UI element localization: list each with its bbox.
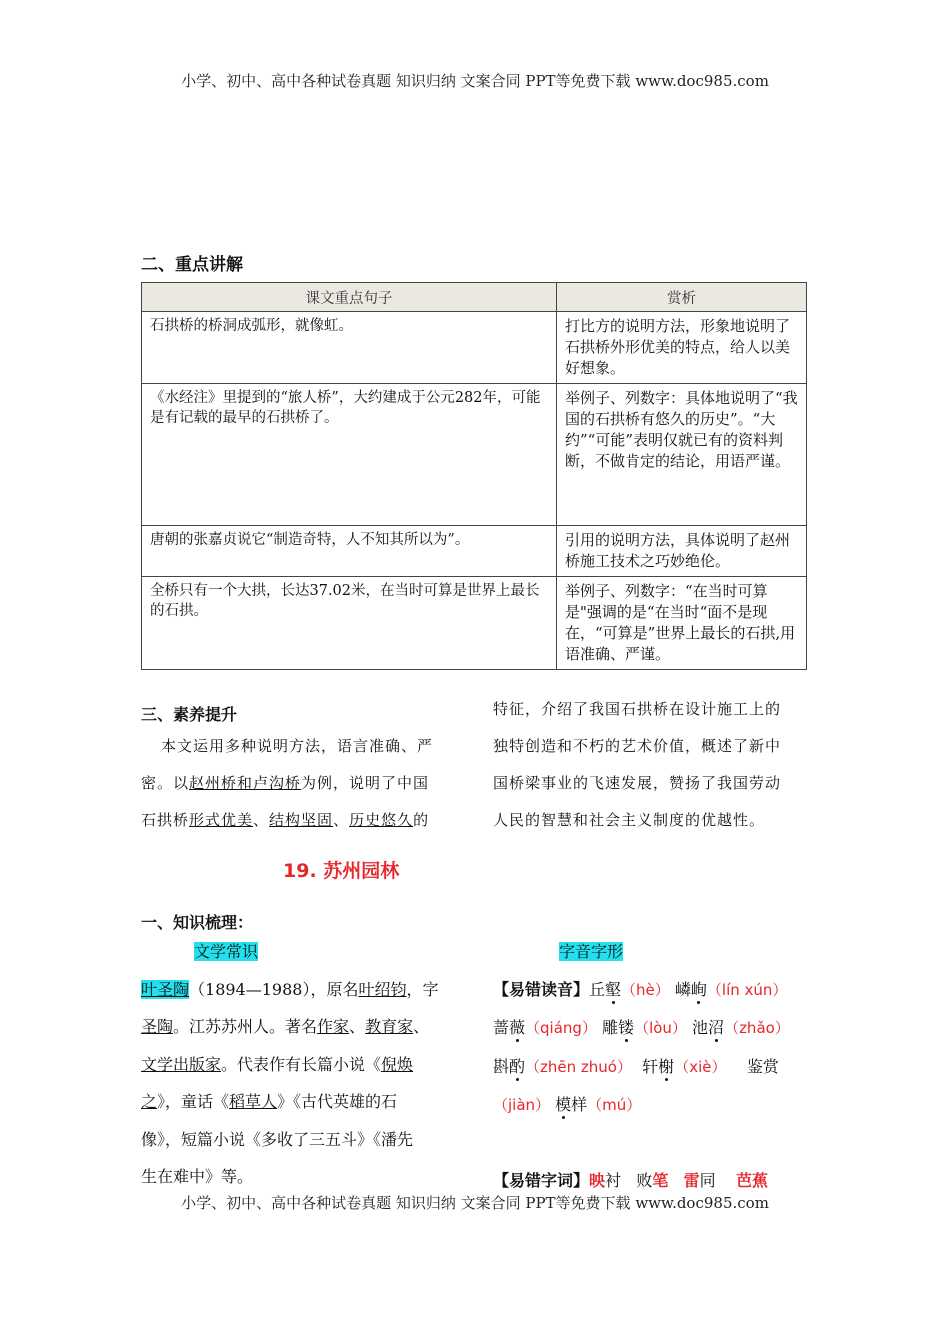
pinyin: （hè） xyxy=(621,980,670,999)
underlined-text: 历史悠久 xyxy=(349,811,414,829)
analysis-cell: 打比方的说明方法，形象地说明了石拱桥外形优美的特点，给人以美好想象。 xyxy=(557,312,807,384)
text: 池 xyxy=(692,1018,709,1037)
table-header: 赏析 xyxy=(557,283,807,312)
text: 、 xyxy=(253,811,270,829)
pinyin: （xiè） xyxy=(674,1057,727,1076)
analysis-cell: 举例子、列数字：具体地说明了“我国的石拱桥有悠久的历史”。“大约”“可能”表明仅就已有的资料判断，不做肯定的结论，用语严谨。 xyxy=(557,384,807,526)
bio-line: 生在难中》等。 xyxy=(141,1167,254,1186)
text: 。代表作有长篇小说《 xyxy=(221,1054,382,1074)
text: 蔷 xyxy=(493,1018,510,1037)
underlined-text: 作家 xyxy=(317,1017,350,1036)
author-name: 叶圣陶 xyxy=(141,979,190,999)
bio-line xyxy=(141,1008,466,1046)
section-1-title: 一、知识梳理： xyxy=(141,913,254,932)
pinyin: （lín xún） xyxy=(706,980,788,999)
summary-left-column xyxy=(141,728,471,839)
text: 鉴 xyxy=(746,1056,763,1076)
summary-line: 国桥梁事业的飞速发展，赞扬了我国劳动 xyxy=(493,774,782,792)
table-row xyxy=(142,384,807,526)
dotted-char: 峋 xyxy=(690,979,707,999)
table-row xyxy=(142,577,807,670)
text: 》，童话《 xyxy=(157,1092,230,1111)
summary-right-column xyxy=(493,691,813,839)
sentence-cell: 全桥只有一个大拱，长达37.02米，在当时可算是世界上最长的石拱。 xyxy=(142,577,557,670)
underlined-text: 形式优美 xyxy=(189,811,254,829)
underlined-text: 圣陶 xyxy=(141,1017,174,1036)
pronunciation-section xyxy=(493,933,813,1199)
key-sentences-table xyxy=(141,282,807,670)
dotted-char: 薇 xyxy=(509,1018,526,1037)
text: 雕 xyxy=(602,1018,619,1037)
text: 赏 xyxy=(762,1056,779,1076)
text: 、 xyxy=(413,1017,430,1036)
text: 》《古代英雄的石 xyxy=(277,1092,398,1111)
summary-line xyxy=(141,765,471,802)
underlined-text: 稻草人 xyxy=(229,1092,278,1111)
sentence-cell: 《水经注》里提到的“旅人桥”，大约建成于公元282年，可能是有记载的最早的石拱桥了。 xyxy=(142,384,557,526)
section-2-title: 二、重点讲解 xyxy=(141,255,243,275)
pinyin: （jiàn） xyxy=(493,1096,551,1114)
underlined-text: 之 xyxy=(141,1092,158,1111)
text: 斟 xyxy=(493,1056,510,1076)
text: 为例，说明了中国 xyxy=(301,774,430,792)
underlined-text: 教育家 xyxy=(365,1017,414,1036)
pinyin: （mú） xyxy=(587,1096,642,1114)
pronunciation-label-line xyxy=(493,933,813,971)
highlight-char: 笔 xyxy=(652,1170,669,1190)
pinyin: （qiáng） xyxy=(525,1019,597,1037)
pron-title: 【易错读音】 xyxy=(493,979,590,999)
highlight-char: 芭蕉 xyxy=(735,1170,768,1190)
dotted-char: 镂 xyxy=(618,1018,635,1037)
summary-line: 本文运用多种说明方法，语言准确、严 xyxy=(161,737,434,755)
text: 样 xyxy=(571,1095,588,1114)
pron-line xyxy=(493,1009,813,1048)
dotted-char: 酌 xyxy=(509,1056,526,1076)
highlight-char: 映 xyxy=(589,1170,606,1190)
summary-line xyxy=(141,802,471,839)
text: 衬 xyxy=(605,1170,622,1190)
summary-line: 特征，介绍了我国石拱桥在设计施工上的 xyxy=(493,700,782,718)
text: 密。以 xyxy=(141,774,190,792)
page-header: 小学、初中、高中各种试卷真题 知识归纳 文案合同 PPT等免费下载 www.doc985.com xyxy=(181,72,769,90)
table-row xyxy=(142,526,807,577)
pron-line xyxy=(493,971,813,1010)
text: 轩 xyxy=(642,1056,659,1076)
table-row xyxy=(142,312,807,384)
text: 、 xyxy=(349,1017,366,1036)
text: 丘 xyxy=(589,979,606,999)
text: 败 xyxy=(636,1170,653,1190)
pronunciation-label: 字音字形 xyxy=(559,942,624,961)
words-title: 【易错字词】 xyxy=(493,1170,590,1190)
text: 。江苏苏州人。著名 xyxy=(173,1017,318,1036)
underlined-text: 结构坚固 xyxy=(269,811,334,829)
dotted-char: 模 xyxy=(555,1095,572,1114)
pinyin: （lòu） xyxy=(634,1019,687,1037)
summary-line: 人民的智慧和社会主义制度的优越性。 xyxy=(493,811,766,829)
text: 、 xyxy=(333,811,350,829)
analysis-cell: 举例子、列数字：“在当时可算是"强调的是“在当时“面不是现在，“可算是”世界上最长的石拱,用语准确、严谨。 xyxy=(557,577,807,670)
text: 石拱桥 xyxy=(141,811,190,829)
bio-line: 像》，短篇小说《多收了三五斗》《潘先 xyxy=(141,1129,414,1149)
dotted-char: 壑 xyxy=(605,979,622,999)
text: 的 xyxy=(413,811,430,829)
analysis-cell: 引用的说明方法，具体说明了赵州桥施工技术之巧妙绝伦。 xyxy=(557,526,807,577)
bio-line xyxy=(141,1046,466,1084)
text: ，字 xyxy=(406,979,439,999)
literature-label-line xyxy=(141,933,466,971)
page-footer: 小学、初中、高中各种试卷真题 知识归纳 文案合同 PPT等免费下载 www.doc985.com xyxy=(181,1194,769,1212)
text: 同 xyxy=(699,1170,716,1190)
section-3-title: 三、素养提升 xyxy=(141,705,238,724)
underlined-text: 文学出版家 xyxy=(141,1054,222,1074)
bio-line xyxy=(141,1083,466,1121)
literature-knowledge xyxy=(141,933,466,1196)
pron-line xyxy=(493,1048,813,1087)
bio-line xyxy=(141,971,466,1009)
pinyin: （zhǎo） xyxy=(724,1019,790,1037)
pinyin: （zhēn zhuó） xyxy=(525,1057,632,1076)
dotted-char: 榭 xyxy=(658,1056,675,1076)
table-header-row xyxy=(142,283,807,312)
table-header: 课文重点句子 xyxy=(142,283,557,312)
sentence-cell: 唐朝的张嘉贞说它“制造奇特，人不知其所以为”。 xyxy=(142,526,557,577)
dotted-char: 沼 xyxy=(708,1018,725,1037)
underlined-text: 叶绍钧 xyxy=(358,979,407,999)
summary-line: 独特创造和不朽的艺术价值，概述了新中 xyxy=(493,737,782,755)
text: 嶙 xyxy=(674,979,691,999)
highlight-char: 雷 xyxy=(683,1170,700,1190)
sentence-cell: 石拱桥的桥洞成弧形，就像虹。 xyxy=(142,312,557,384)
underlined-text: 赵州桥和卢沟桥 xyxy=(189,774,302,792)
pron-line xyxy=(493,1086,813,1125)
lesson-title: 19. 苏州园林 xyxy=(283,860,400,882)
underlined-text: 倪焕 xyxy=(381,1054,414,1074)
literature-label: 文学常识 xyxy=(194,942,259,961)
text: （1894—1988），原名 xyxy=(189,979,359,999)
